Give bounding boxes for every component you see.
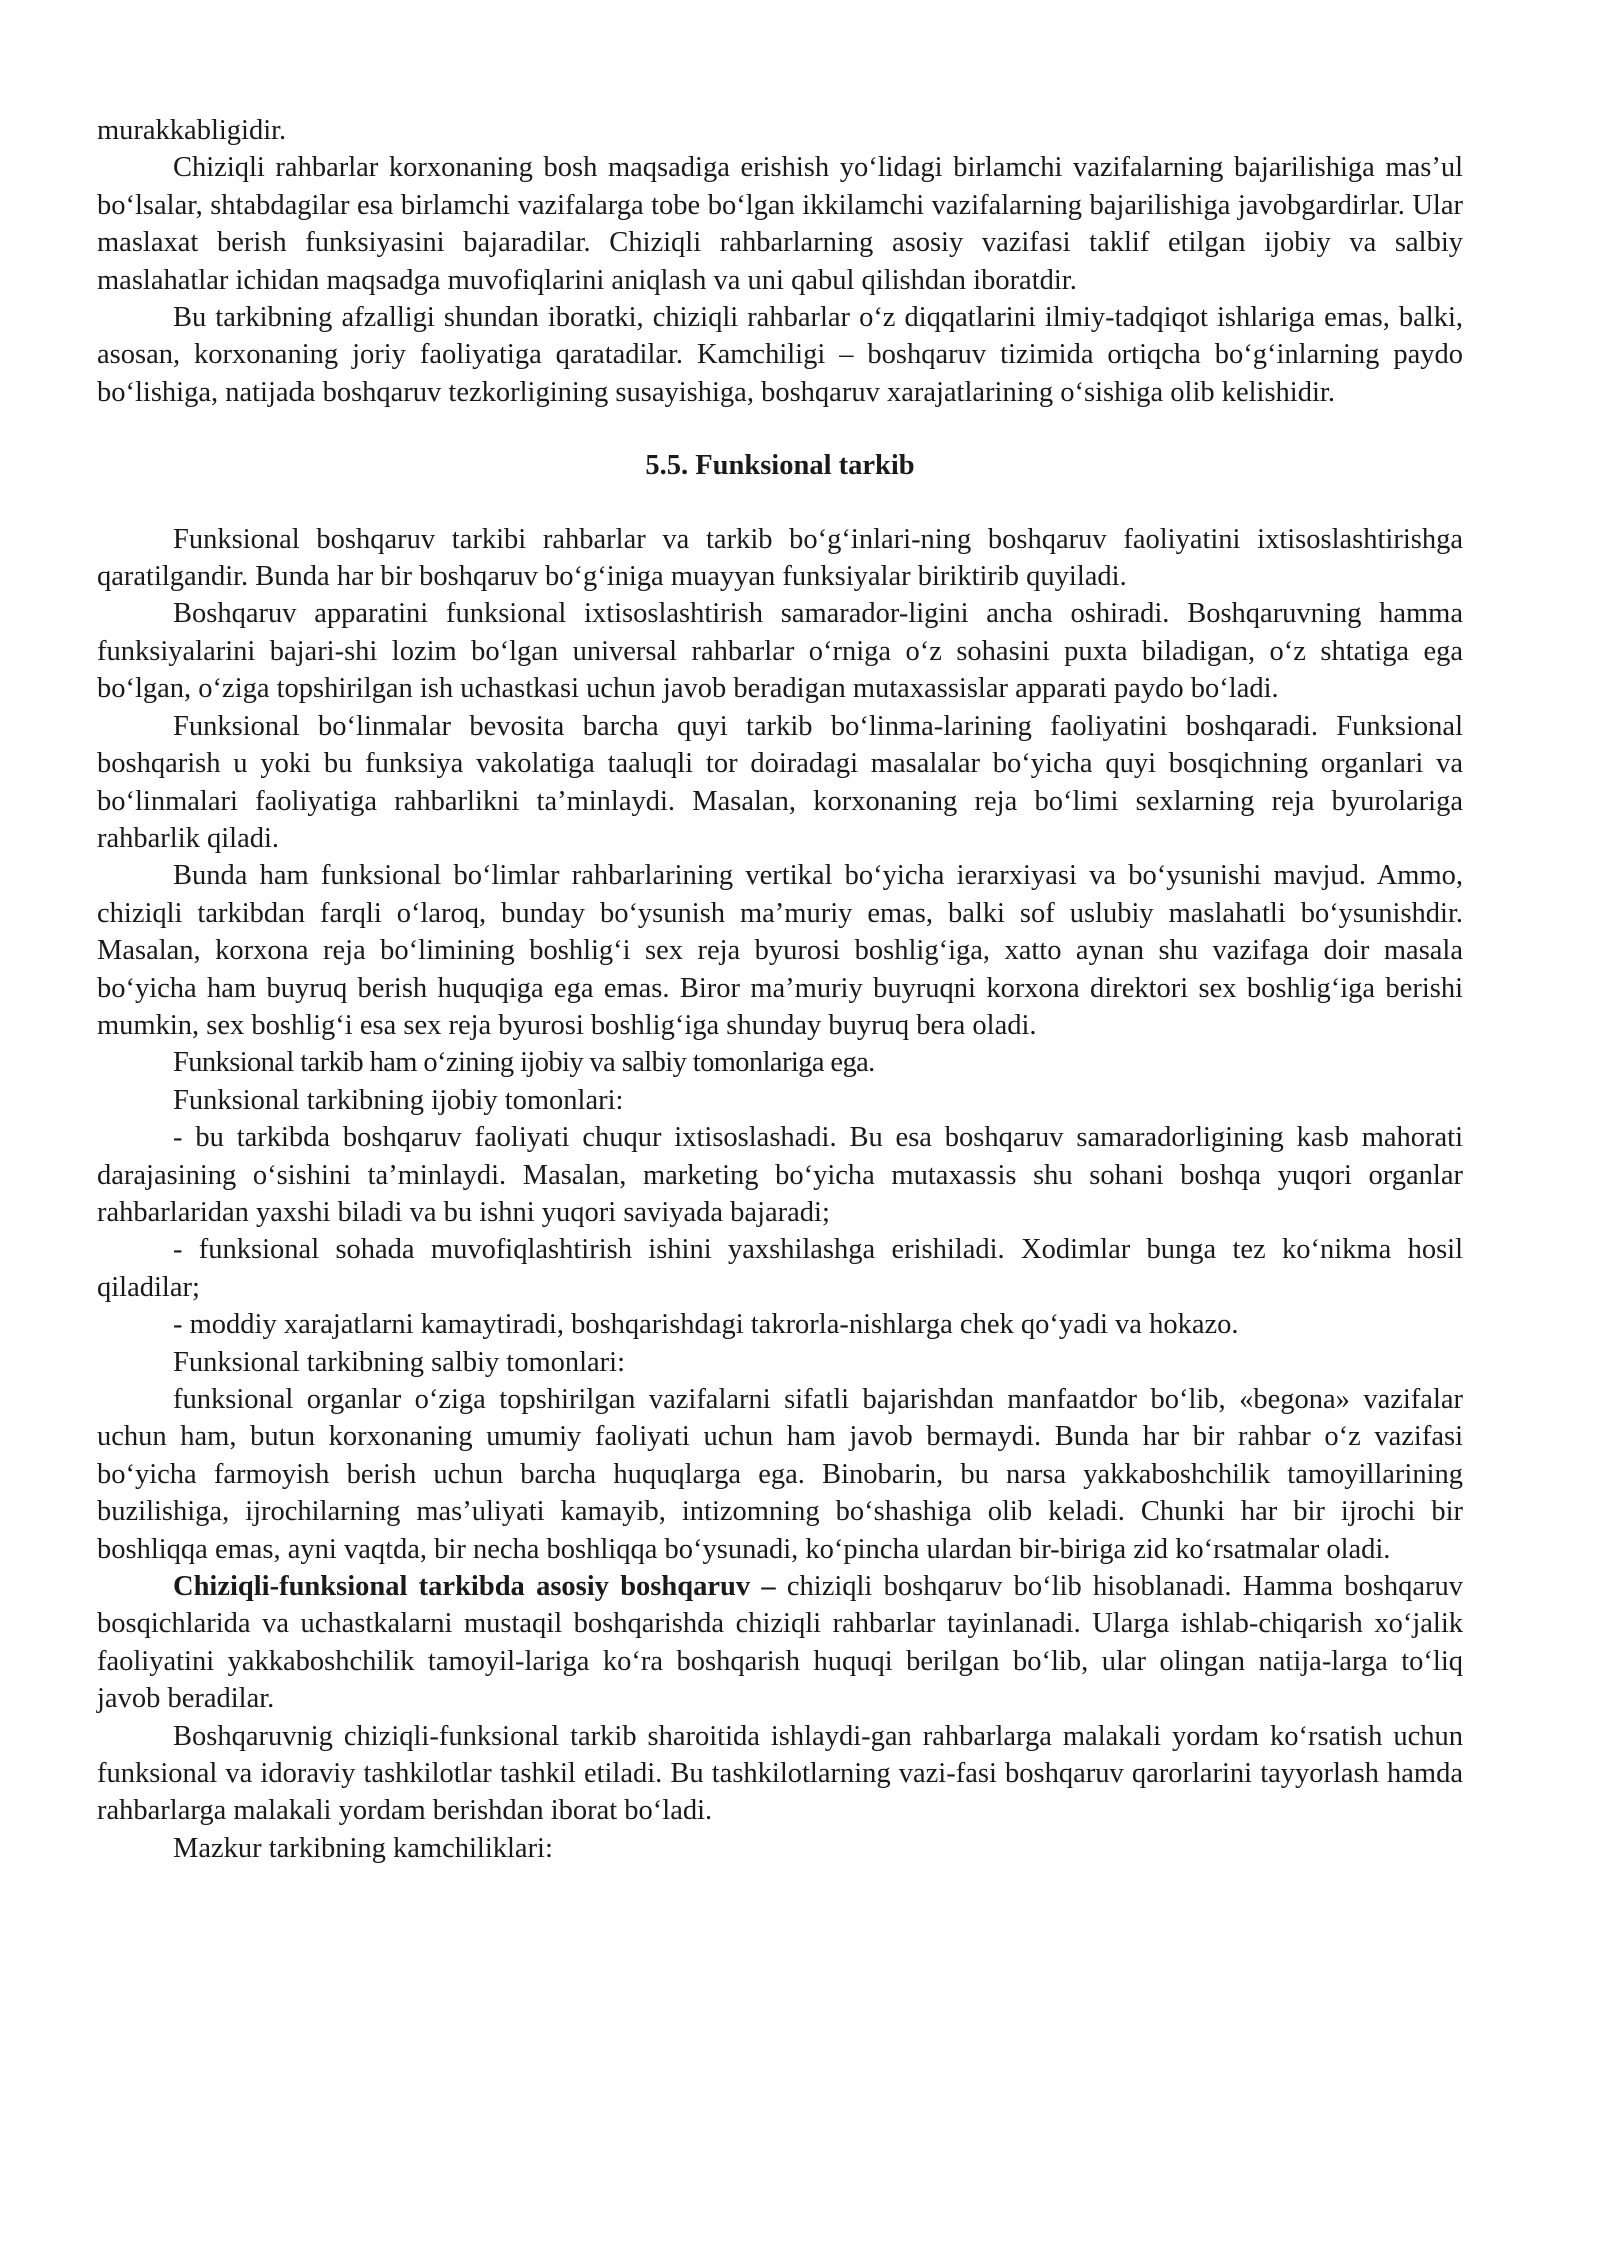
paragraph-functional-units: Funksional bo‘linmalar bevosita barcha quyi tarkib bo‘linma-larining faoliyatini boshqaradi. Funksional boshqarish u yoki bu funksiya vakolatiga taaluqli tor doiradagi masalalar bo‘yicha quyi bosqichning organlari va bo‘linmalari faoliyatiga rahbarlikni ta’minlaydi. Masalan, korxonaning reja bo‘limi sexlarning reja byurolariga rahbarlik qiladi. (97, 710, 1463, 854)
positive-item: - moddiy xarajatlarni kamaytiradi, boshqarishdagi takrorla-nishlarga chek qo‘yadi va hokazo. (173, 1309, 1239, 1341)
paragraph-closing: Boshqaruvnig chiziqli-funksional tarkib sharoitida ishlaydi-gan rahbarlarga malakali yordam ko‘rsatish uchun funksional va idoraviy tashkilotlar tashkil etiladi. Bu tashkilotlarning vazi-fasi boshqaruv qarorlarini tayyorlash hamda rahbarlarga malakali yordam berishdan iborat bo‘ladi. (97, 1720, 1463, 1827)
document-page (97, 112, 1463, 1867)
section-heading: 5.5. Funksional tarkib (645, 450, 915, 482)
positive-item: - bu tarkibda boshqaruv faoliyati chuqur ixtisoslashadi. Bu esa boshqaruv samaradorligining kasb mahorati darajasining o‘sishini ta’minlaydi. Masalan, marketing bo‘yicha mutaxassis shu sohani boshqa yuqori organlar rahbarlaridan yaxshi biladi va bu ishni yuqori saviyada bajaradi; (97, 1122, 1463, 1228)
linear-functional-text: chiziqli boshqaruv bo‘lib hisoblanadi. Hamma boshqaruv bosqichlarida va uchastkalarni mustaqil boshqarishda chiziqli rahbarlar tayinlanadi. Ularga ishlab-chiqarish xo‘jalik faoliyatini yakkaboshchilik tamoyil-lariga ko‘ra boshqarish huquqi berilgan bo‘lib, ular olingan natija-larga to‘liq javob beradilar. (97, 1571, 1463, 1715)
paragraph-advantages-linear: Bu tarkibning afzalligi shundan iboratki, chiziqli rahbarlar o‘z diqqatlarini ilmiy-tadqiqot ishlariga emas, balki, asosan, korxonaning joriy faoliyatiga qaratadilar. Kamchiligi – boshqaruv tizimida ortiqcha bo‘g‘inlarning paydo bo‘lishiga, natijada boshqaruv tezkorligining susayishiga, boshqaruv xarajatlarining o‘sishiga olib kelishidir. (97, 302, 1463, 408)
paragraph-functional-intro: Funksional boshqaruv tarkibi rahbarlar va tarkib bo‘g‘inlari-ning boshqaruv faoliyatini ixtisoslashtirishga qaratilgandir. Bunda har bir boshqaruv bo‘g‘iniga muayyan funksiyalar biriktirib quyiladi. (97, 523, 1463, 593)
paragraph-final: Mazkur tarkibning kamchiliklari: (173, 1832, 553, 1864)
paragraph-linear-functional (97, 1568, 1463, 1718)
paragraph-pros-cons-intro: Funksional tarkib ham o‘zining ijobiy va salbiy tomonlariga ega. (173, 1047, 875, 1079)
paragraph-line-managers: Chiziqli rahbarlar korxonaning bosh maqsadiga erishish yo‘lidagi birlamchi vazifalarning bajarilishiga mas’ul bo‘lsalar, shtabdagilar esa birlamchi vazifalarga tobe bo‘lgan ikkilamchi vazifalarning bajarilishiga javobgardirlar. Ular maslaxat berish funksiyasini bajaradilar. Chiziqli rahbarlarning asosiy vazifasi taklif etilgan ijobiy va salbiy maslahatlar ichidan maqsadga muvofiqlarini aniqlash va uni qabul qilishdan iboratdir. (97, 152, 1463, 296)
paragraph-hierarchy: Bunda ham funksional bo‘limlar rahbarlarining vertikal bo‘yicha ierarxiyasi va bo‘ysunishi mavjud. Ammo, chiziqli tarkibdan farqli o‘laroq, bunday bo‘ysunish ma’muriy emas, balki sof uslubiy maslahatli bo‘ysunishdir. Masalan, korxona reja bo‘limining boshlig‘i sex reja byurosi boshlig‘iga, xatto aynan shu vazifaga doir masala bo‘yicha ham buyruq berish huquqiga ega emas. Biror ma’muriy buyruqni korxona direktori sex boshlig‘iga berishi mumkin, sex boshlig‘i esa sex reja byurosi boshlig‘iga shunday buyruq bera oladi. (97, 860, 1463, 1041)
negative-text: funksional organlar o‘ziga topshirilgan vazifalarni sifatli bajarishdan manfaatdor bo‘lib, «begona» vazifalar uchun ham, butun korxonaning umumiy faoliyati uchun ham javob bermaydi. Bunda har bir rahbar o‘z vazifasi bo‘yicha farmoyish berish uchun barcha huquqlarga ega. Binobarin, bu narsa yakkaboshchilik tamoyillarining buzilishiga, ijrochilarning mas’uliyati kamayib, intizomning bo‘shashiga olib keladi. Chunki har bir ijrochi bir boshliqqa emas, ayni vaqtda, bir necha boshliqqa bo‘ysunadi, ko‘pincha ulardan bir-biriga zid ko‘rsatmalar oladi. (97, 1384, 1463, 1565)
positive-item: - funksional sohada muvofiqlashtirish ishini yaxshilashga erishiladi. Xodimlar bunga tez ko‘nikma hosil qiladilar; (97, 1234, 1463, 1303)
bold-lead-text: Chiziqli-funksional tarkibda asosiy boshqaruv – (173, 1571, 776, 1603)
negative-heading: Funksional tarkibning salbiy tomonlari: (173, 1346, 626, 1378)
paragraph-continuation: murakkabligidir. (97, 115, 287, 146)
positive-heading: Funksional tarkibning ijobiy tomonlari: (173, 1084, 624, 1116)
paragraph-specialization: Boshqaruv apparatini funksional ixtisoslashtirish samarador-ligini ancha oshiradi. Boshqaruvning hamma funksiyalarini bajari-shi lozim bo‘lgan universal rahbarlar o‘rniga o‘z sohasini puxta biladigan, o‘z shtatiga ega bo‘lgan, o‘ziga topshirilgan ish uchastkasi uchun javob beradigan mutaxassislar apparati paydo bo‘ladi. (97, 598, 1463, 705)
